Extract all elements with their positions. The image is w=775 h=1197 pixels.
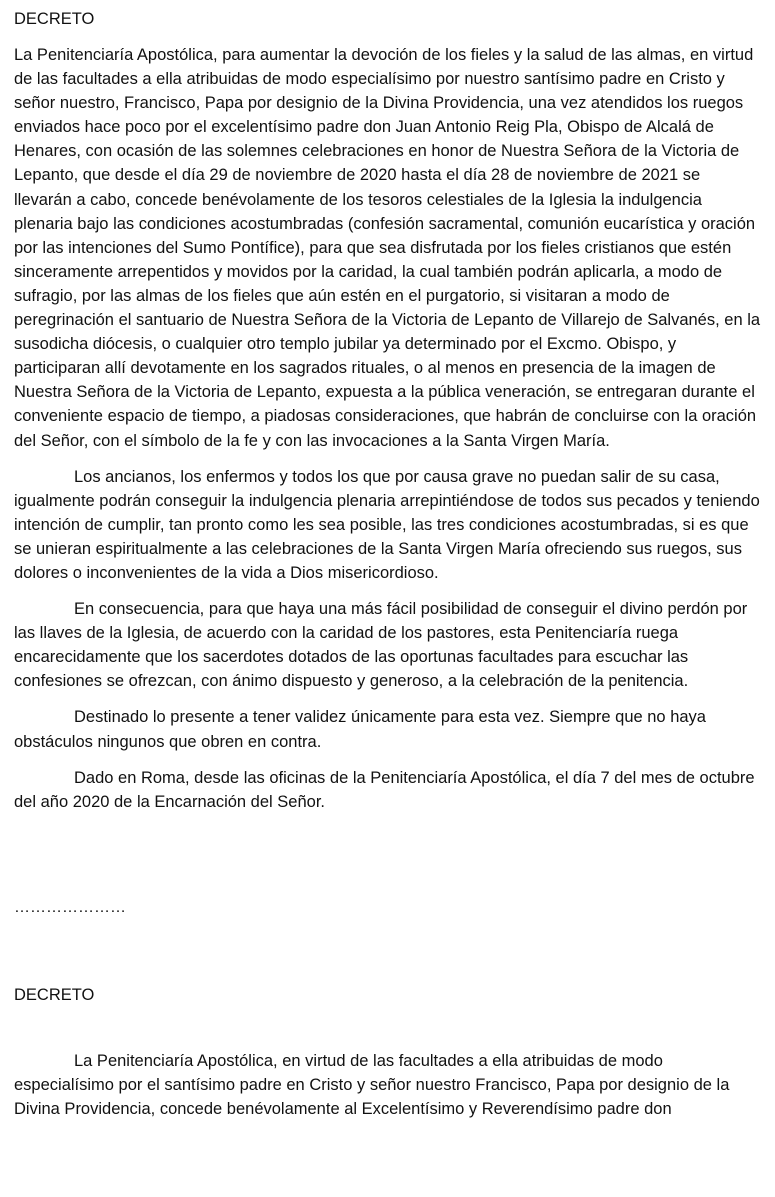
section-separator: ………………… (14, 898, 126, 916)
decree-heading: DECRETO (14, 10, 95, 28)
decree-paragraph: Dado en Roma, desde las oficinas de la Penitenciaría Apostólica, el día 7 del mes de octubre del año 2020 de la Encarnación del Señor. (14, 768, 755, 811)
decree-paragraph: La Penitenciaría Apostólica, para aumentar la devoción de los fieles y la salud de las almas, en virtud de las facultades a ella atribuidas de modo especialísimo por nuestro santísimo padre en Cristo y señor nuestro, Francisco, Papa por designio de la Divina Providencia, una vez atendidos los ruegos enviados hace poco por el excelentísimo padre don Juan Antonio Reig Pla, Obispo de Alcalá de Henares, con ocasión de las solemnes celebraciones en honor de Nuestra Señora de la Victoria de Lepanto, que desde el día 29 de noviembre de 2020 hasta el día 28 de noviembre de 2021 se llevarán a cabo, concede benévolamente de los tesoros celestiales de la Iglesia la indulgencia plenaria bajo las condiciones acostumbradas (confesión sacramental, comunión eucarística y oración por las intenciones del Sumo Pontífice), para que sea disfrutada por los fieles cristianos que estén sinceramente arrepentidos y movidos por la caridad, la cual también podrán aplicarla, a modo de sufragio, por las almas de los fieles que aún estén en el purgatorio, si visitaran a modo de peregrinación el santuario de Nuestra Señora de la Victoria de Lepanto de Villarejo de Salvanés, en la susodicha diócesis, o cualquier otro templo jubilar ya determinado por el Excmo. Obispo, y participaran allí devotamente en los sagrados rituales, o al menos en presencia de la imagen de Nuestra Señora de la Victoria de Lepanto, expuesta a la pública veneración, se entregaran durante el conveniente espacio de tiempo, a piadosas consideraciones, que habrán de concluirse con la oración del Señor, con el símbolo de la fe y con las invocaciones a la Santa Virgen María. (14, 46, 761, 450)
decree-paragraph: La Penitenciaría Apostólica, en virtud de las facultades a ella atribuidas de modo especialísimo por el santísimo padre en Cristo y señor nuestro Francisco, Papa por designio de la Divina Providencia, concede benévolamente al Excelentísimo y Reverendísimo padre don (14, 1051, 730, 1118)
decree-paragraph: En consecuencia, para que haya una más fácil posibilidad de conseguir el divino perdón por las llaves de la Iglesia, de acuerdo con la caridad de los pastores, esta Penitenciaría ruega encarecidamente que los sacerdotes dotados de las oportunas facultades para escuchar las confesiones se ofrezcan, con ánimo dispuesto y generoso, a la celebración de la penitencia. (14, 600, 748, 691)
document-page (14, 0, 762, 1121)
decree-heading: DECRETO (14, 985, 95, 1004)
decree-paragraph: Destinado lo presente a tener validez únicamente para esta vez. Siempre que no haya obstáculos ningunos que obren en contra. (14, 708, 706, 751)
decree-paragraph: Los ancianos, los enfermos y todos los que por causa grave no puedan salir de su casa, igualmente podrán conseguir la indulgencia plenaria arrepintiéndose de todos sus pecados y teniendo intención de cumplir, tan pronto como les sea posible, las tres condiciones acostumbradas, si es que se unieran espiritualmente a las celebraciones de la Santa Virgen María ofreciendo sus ruegos, sus dolores o inconvenientes de la vida a Dios misericordioso. (14, 467, 760, 582)
